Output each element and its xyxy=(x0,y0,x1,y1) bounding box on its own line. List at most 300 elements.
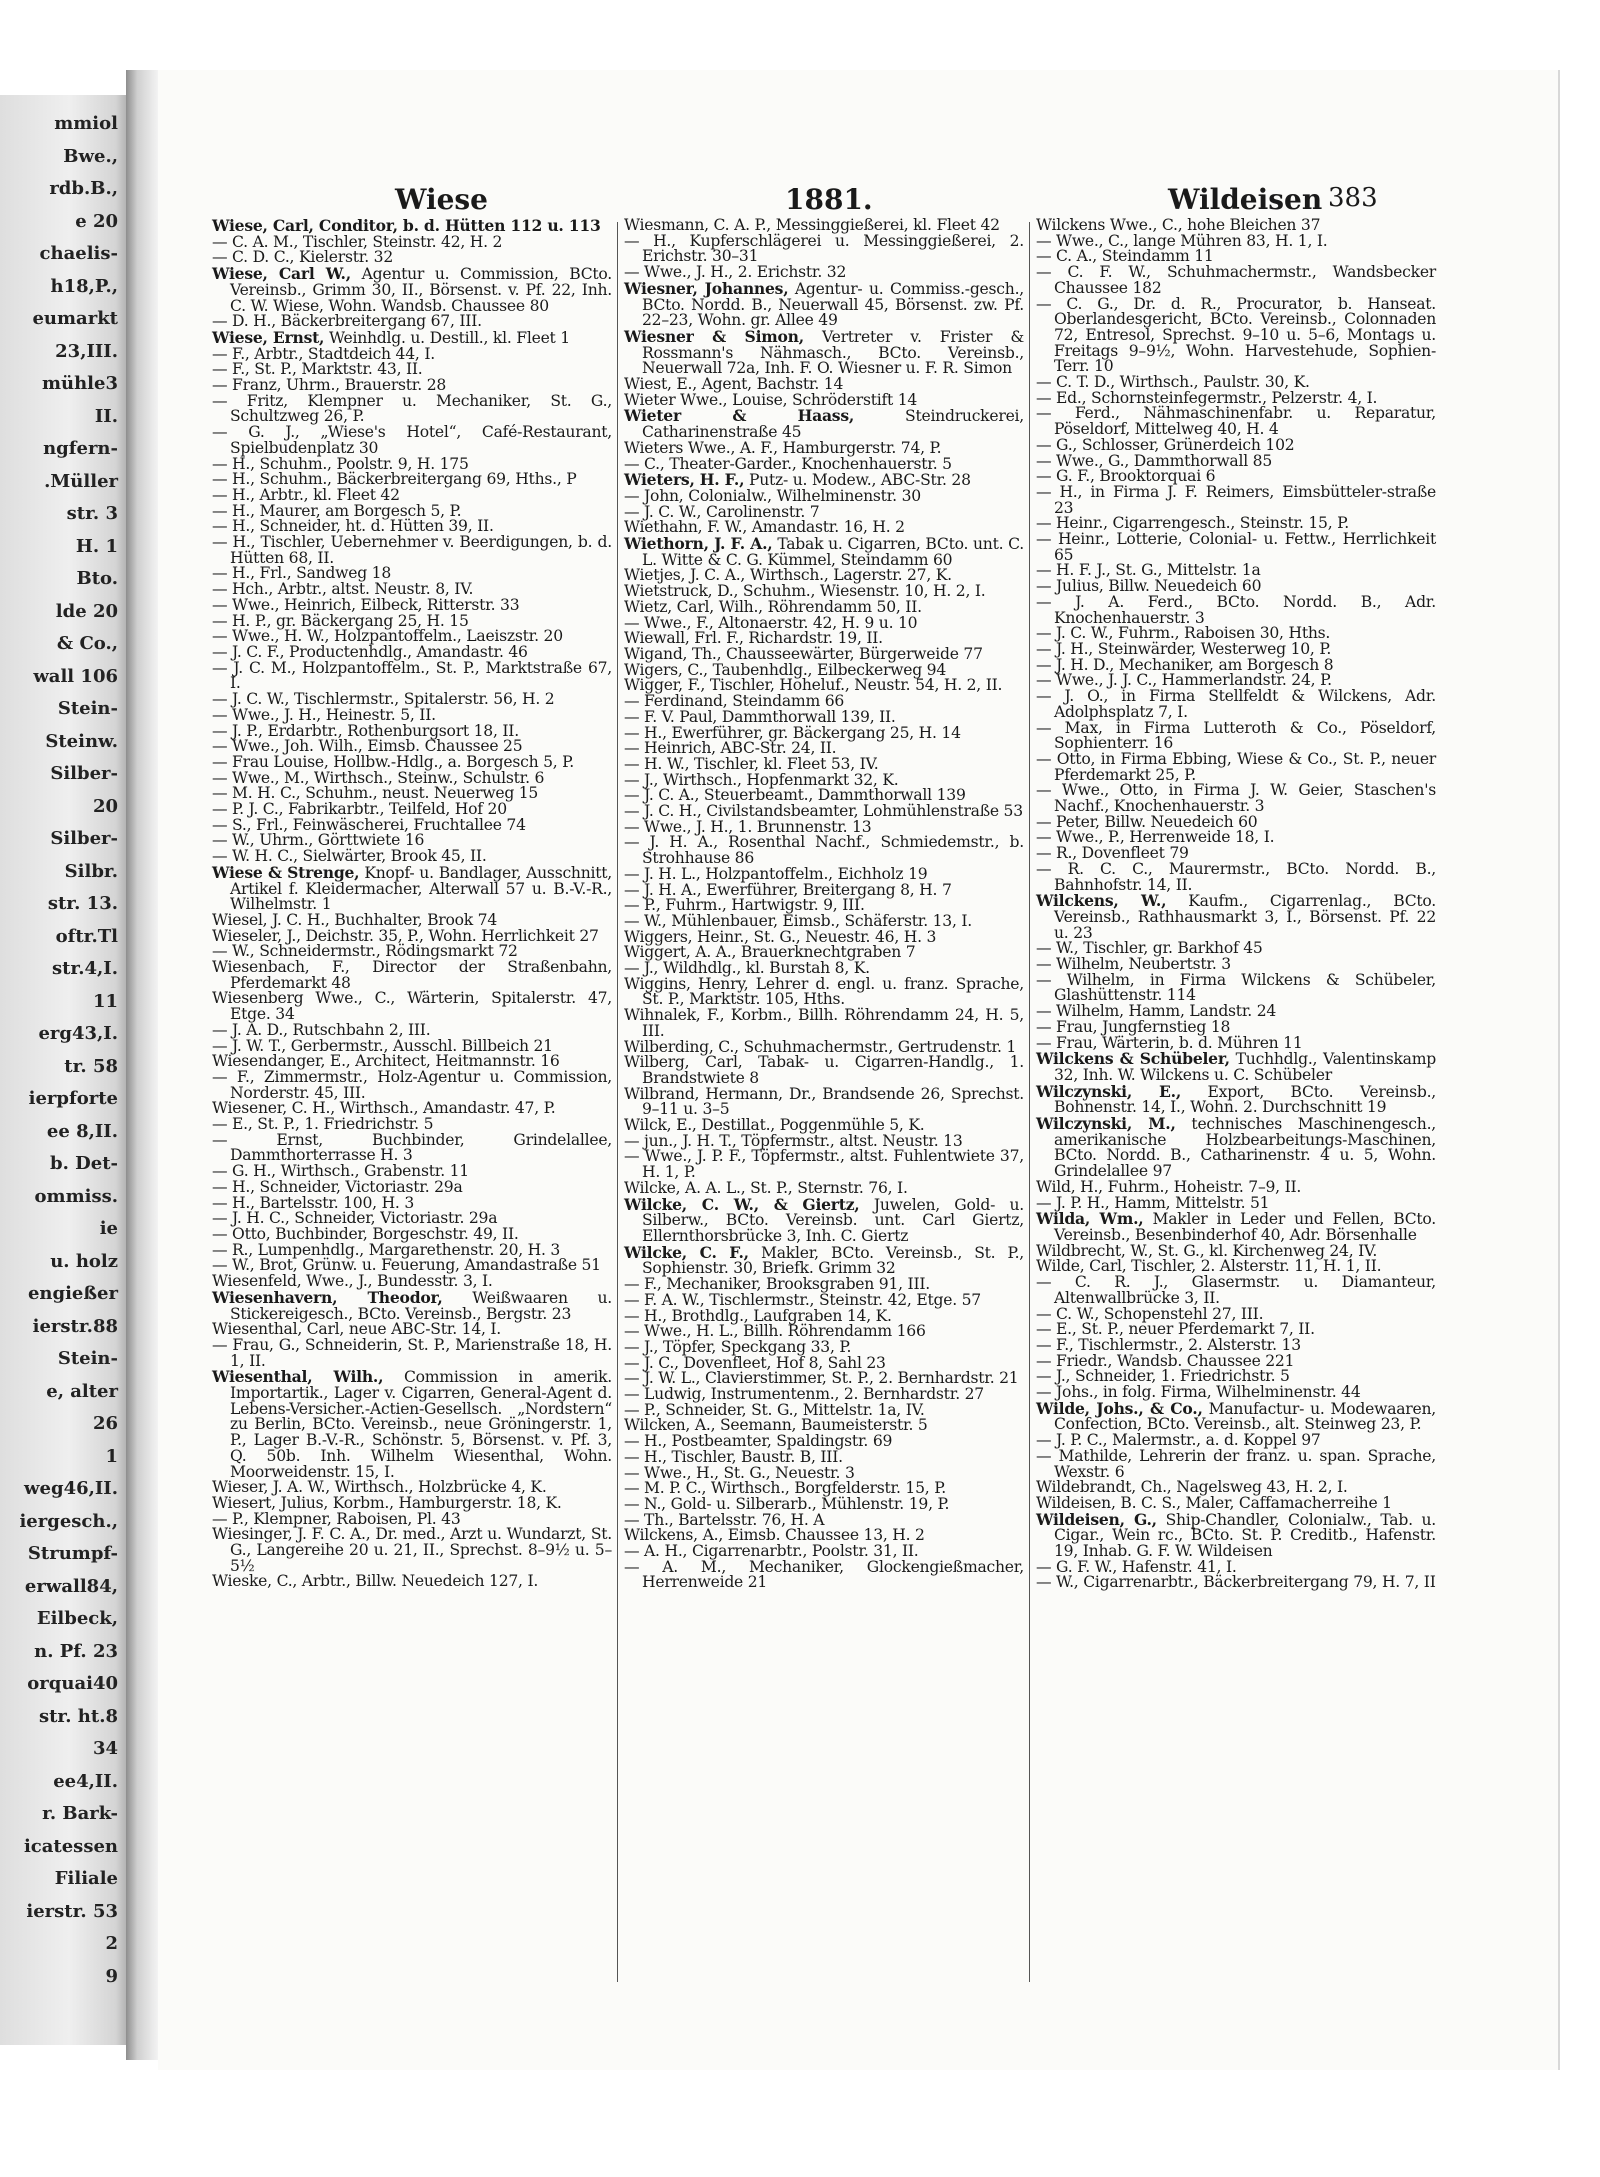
entry-text: — P. J. C., Fabrikarbtr., Teilfeld, Hof 20 xyxy=(212,800,507,819)
entry-text: — W., Brot, Grünw. u. Feuerung, Amandastraße 51 xyxy=(212,1256,601,1275)
previous-page-fragment: Stein- xyxy=(57,1348,118,1369)
directory-entry xyxy=(212,1335,612,1370)
entry-text: — C., Theater-Garder., Knochenhauerstr. 5 xyxy=(624,454,952,473)
directory-entry xyxy=(624,835,1024,866)
entry-name: Wiesner, Johannes, xyxy=(624,278,789,298)
entry-text: — W., Mühlenbauer, Eimsb., Schäferstr. 13, I. xyxy=(624,911,973,930)
directory-entry xyxy=(624,1008,1024,1039)
previous-page-fragment: Stein- xyxy=(57,698,118,719)
entry-text: — jun., J. H. T., Töpfermstr., altst. Neustr. 13 xyxy=(624,1131,963,1150)
directory-entry xyxy=(212,1287,612,1323)
directory-entry xyxy=(212,391,612,426)
entry-name: Wilcke, C. F., xyxy=(624,1242,749,1262)
entry-text: — H., in Firma J. F. Reimers, Eimsbütteler-straße 23 xyxy=(1036,482,1436,517)
entry-text: Wieseler, J., Deichstr. 35, P., Wohn. Herrlichkeit 27 xyxy=(212,926,599,945)
entry-text: — C. W., Schopenstehl 27, III. xyxy=(1036,1304,1264,1323)
previous-page-fragment: eumarkt xyxy=(32,308,118,329)
directory-entry xyxy=(1036,970,1436,1005)
entry-text: — H., Schuhm., Bäckerbreitergang 69, Hths., P xyxy=(212,470,577,489)
directory-entry xyxy=(1036,1446,1436,1481)
entry-text: — Ferdinand, Steindamm 66 xyxy=(624,692,845,711)
entry-name: Wilcke, C. W., & Giertz, xyxy=(624,1194,860,1214)
entry-text: Weißwaaren u. Stickereigesch., BCto. Vereinsb., Bergstr. 23 xyxy=(230,1288,612,1323)
previous-page-fragment: oftr.Tl xyxy=(55,925,118,947)
entry-name: Wilde, Johs., & Co., xyxy=(1036,1398,1203,1418)
entry-text: Agentur- u. Commiss.-gesch., BCto. Nordd. B., Neuerwall 45, Börsenst. zw. Pf. 22–23, Wohn. gr. Allee 49 xyxy=(642,279,1024,330)
entry-text: — Wwe., H., St. G., Neuestr. 3 xyxy=(624,1463,855,1482)
entry-text: Wiesenberg Wwe., C., Wärterin, Spitalerstr. 47, Etge. 34 xyxy=(212,989,612,1024)
directory-entry xyxy=(1036,1575,1436,1591)
previous-page-fragment: weg46,II. xyxy=(24,1478,118,1499)
entry-text: — J. C. W., Fuhrm., Raboisen 30, Hths. xyxy=(1036,624,1331,643)
previous-page-fragment: Strumpf- xyxy=(27,1543,118,1564)
entry-text: — W. H. C., Sielwärter, Brook 45, II. xyxy=(212,847,487,866)
entry-text: Vertreter v. Frister & Rossmann's Nähmasch., BCto. Vereinsb., Neuerwall 72a, Inh. F. O. Wiesner u. F. R. Simon xyxy=(642,327,1024,378)
directory-entry xyxy=(1036,482,1436,517)
entry-text: — Frau, G., Schneiderin, St. P., Marienstraße 18, H. 1, II. xyxy=(212,1335,612,1370)
directory-entry xyxy=(624,1242,1024,1278)
previous-page-fragment: Bwe., xyxy=(63,145,118,167)
entry-text: Wiggers, Heinr., St. G., Neuestr. 46, H. 3 xyxy=(624,927,937,946)
entry-text: — J. A. Ferd., BCto. Nordd. B., Adr. Knochenhauerstr. 3 xyxy=(1036,592,1436,627)
directory-entry xyxy=(1036,1081,1436,1117)
entry-text: — H. P., gr. Bäckergang 25, H. 15 xyxy=(212,611,469,630)
entry-text: — P., Schneider, St. G., Mittelstr. 1a, IV. xyxy=(624,1400,925,1419)
entry-text: — H., Schneider, Victoriastr. 29a xyxy=(212,1177,463,1196)
entry-text: — H., Tischler, Baustr. B, III. xyxy=(624,1447,843,1466)
previous-page-fragment: II. xyxy=(94,405,118,427)
directory-column-right xyxy=(1036,218,1436,1591)
directory-entry xyxy=(624,1084,1024,1119)
entry-text: — J. W. L., Clavierstimmer, St. P., 2. Bernhardstr. 21 xyxy=(624,1369,1019,1388)
entry-text: — Wwe., Joh. Wilh., Eimsb. Chaussee 25 xyxy=(212,737,523,756)
entry-name: Wilczynski, E., xyxy=(1036,1081,1182,1101)
directory-entry xyxy=(1036,592,1436,627)
entry-text: — Hch., Arbtr., altst. Neustr. 8, IV. xyxy=(212,580,474,599)
entry-text: — W., Schneidermstr., Rödingsmarkt 72 xyxy=(212,942,518,961)
previous-page-fragment: iergesch., xyxy=(19,1510,118,1532)
directory-entry xyxy=(212,1369,612,1480)
entry-text: — C. A., Steindamm 11 xyxy=(1036,247,1214,266)
previous-page-fragment: lde 20 xyxy=(55,600,118,622)
entry-text: — J., Schneider, 1. Friedrichstr. 5 xyxy=(1036,1367,1290,1386)
entry-text: — Frau, Wärterin, b. d. Mühren 11 xyxy=(1036,1033,1303,1052)
previous-page-fragment: mühle3 xyxy=(41,373,118,394)
previous-page-fragment: rdb.B., xyxy=(49,178,118,199)
directory-entry xyxy=(624,231,1024,266)
entry-text: Agentur u. Commission, BCto. Vereinsb., Grimm 30, II., Börsenst. v. Pf. 22, Inh. C. W. Wiese, Wohn. Wandsb. Chaussee 80 xyxy=(230,265,612,315)
directory-entry xyxy=(624,536,1024,568)
entry-text: — J. C. M., Holzpantoffelm., St. P., Marktstraße 67, I. xyxy=(212,658,612,693)
previous-page-fragment: Bto. xyxy=(76,568,118,589)
entry-text: — F., St. P., Marktstr. 43, II. xyxy=(212,360,423,379)
entry-text: Wilde, Carl, Tischler, 2. Alsterstr. 11, H. 1, II. xyxy=(1036,1257,1382,1276)
entry-text: — R., Dovenfleet 79 xyxy=(1036,844,1189,863)
entry-text: Wieter Wwe., Louise, Schröderstift 14 xyxy=(624,390,918,409)
directory-entry xyxy=(212,535,612,566)
entry-text: Juwelen, Gold- u. Silberw., BCto. Vereinsb. unt. Carl Giertz, Ellernthorsbrücke 3, Inh. C. Giertz xyxy=(642,1195,1024,1245)
entry-text: — Friedr., Wandsb. Chaussee 221 xyxy=(1036,1351,1295,1370)
previous-page-fragment: str. ht.8 xyxy=(38,1705,118,1727)
entry-text: Wilckens, A., Eimsb. Chaussee 13, H. 2 xyxy=(624,1526,925,1545)
entry-text: Wiest, E., Agent, Bachstr. 14 xyxy=(624,375,844,394)
entry-text: Wilck, E., Destillat., Poggenmühle 5, K. xyxy=(624,1116,925,1135)
directory-entry xyxy=(1036,893,1436,941)
entry-text: Wihnalek, F., Korbm., Billh. Röhrendamm 24, H. 5, III. xyxy=(624,1006,1024,1040)
directory-entry xyxy=(624,974,1024,1009)
entry-text: — G. H., Wirthsch., Grabenstr. 11 xyxy=(212,1162,469,1181)
entry-text: — H., Schuhm., Poolstr. 9, H. 175 xyxy=(212,454,469,473)
entry-text: — Wwe., J. H., 2. Erichstr. 32 xyxy=(624,263,847,282)
entry-text: — J. P., Erdarbtr., Rothenburgsort 18, II. xyxy=(212,721,519,740)
entry-text: — J. C. H., Civilstandsbeamter, Lohmühlenstraße 53 xyxy=(624,802,1023,821)
directory-column-left xyxy=(212,218,612,1590)
directory-entry xyxy=(1036,1509,1436,1561)
previous-page-fragment: Silber- xyxy=(50,828,118,849)
entry-text: Wiesert, Julius, Korbm., Hamburgerstr. 18, K. xyxy=(212,1493,562,1512)
previous-page-fragment: 2 xyxy=(105,1933,118,1954)
entry-text: — M. H. C., Schuhm., neust. Neuerweg 15 xyxy=(212,784,539,803)
entry-text: — Otto, in Firma Ebbing, Wiese & Co., St. P., neuer Pferdemarkt 25, P. xyxy=(1036,749,1436,784)
column-divider xyxy=(1029,222,1030,1982)
directory-entry xyxy=(1036,749,1436,784)
directory-entry xyxy=(1036,532,1436,563)
entry-text: Makler, BCto. Vereinsb., St. P., Sophienstr. 30, Briefk. Grimm 32 xyxy=(642,1243,1024,1278)
directory-entry xyxy=(212,1067,612,1102)
entry-text: — Heinr., Lotterie, Colonial- u. Fettw., Herrlichkeit 65 xyxy=(1036,530,1436,564)
entry-text: — Wwe., J. H., Heinestr. 5, II. xyxy=(212,705,436,724)
entry-name: Wilckens & Schübeler, xyxy=(1036,1049,1230,1069)
entry-text: Makler in Leder und Fellen, BCto. Vereinsb., Besenbinderhof 40, Adr. Börsenhalle xyxy=(1054,1210,1436,1244)
entry-text: — Wilhelm, in Firma Wilckens & Schübeler, Glashüttenstr. 114 xyxy=(1036,970,1436,1005)
previous-page-fragment: H. 1 xyxy=(75,535,118,557)
entry-text: — Julius, Billw. Neuedeich 60 xyxy=(1036,577,1262,596)
previous-page-fragment: e 20 xyxy=(75,210,118,232)
entry-text: — F. V. Paul, Dammthorwall 139, II. xyxy=(624,707,896,726)
entry-text: — J., Wildhdlg., kl. Burstah 8, K. xyxy=(624,959,870,978)
directory-entry xyxy=(1036,783,1436,814)
entry-text: — J. C. W., Tischlermstr., Spitalerstr. 56, H. 2 xyxy=(212,690,555,709)
entry-text: Wiggins, Henry, Lehrer d. engl. u. franz. Sprache, St. P., Marktstr. 105, Hths. xyxy=(624,974,1024,1009)
entry-name: Wiesenhavern, Theodor, xyxy=(212,1287,443,1307)
entry-text: — John, Colonialw., Wilhelminenstr. 30 xyxy=(624,486,921,505)
entry-text: — H., Tischler, Uebernehmer v. Beerdigungen, b. d. Hütten 68, II. xyxy=(212,533,612,567)
directory-entry xyxy=(212,991,612,1022)
previous-page-fragment: mmiol xyxy=(54,113,118,134)
entry-text: — J. P. H., Hamm, Mittelstr. 51 xyxy=(1036,1193,1270,1212)
entry-text: — F., Mechaniker, Brooksgraben 91, III. xyxy=(624,1275,930,1294)
entry-text: — J. C. F., Productenhdlg., Amandastr. 46 xyxy=(212,642,528,661)
entry-text: Wietjes, J. C. A., Wirthsch., Lagerstr. 27, K. xyxy=(624,566,952,585)
entry-text: — Wilhelm, Neubertstr. 3 xyxy=(1036,955,1231,974)
entry-text: — Heinr., Cigarrengesch., Steinstr. 15, P. xyxy=(1036,514,1349,533)
entry-text: Steindruckerei, Catharinenstraße 45 xyxy=(642,407,1024,442)
entry-text: — J. O., in Firma Stellfeldt & Wilckens, Adr. Adolphsplatz 7, I. xyxy=(1036,687,1436,721)
previous-page-fragment: ommiss. xyxy=(34,1185,118,1207)
entry-text: Wiesener, C. H., Wirthsch., Amandastr. 47, P. xyxy=(212,1099,556,1118)
entry-text: — R., Lumpenhdlg., Margarethenstr. 20, H. 3 xyxy=(212,1240,561,1259)
entry-text: — Johs., in folg. Firma, Wilhelminenstr. 44 xyxy=(1036,1383,1361,1402)
page-header xyxy=(210,183,1390,219)
entry-text: — J. C., Dovenfleet, Hof 8, Sahl 23 xyxy=(624,1353,886,1372)
entry-text: Wiesinger, J. F. C. A., Dr. med., Arzt u. Wundarzt, St. G., Langereihe 20 u. 21, II., Sprechst. 8–9½ u. 5–5½ xyxy=(212,1525,612,1575)
directory-column-middle xyxy=(624,218,1024,1591)
entry-text: — A. H., Cigarrenarbtr., Poolstr. 31, II. xyxy=(624,1542,919,1561)
directory-entry xyxy=(1036,1275,1436,1306)
entry-text: Commission in amerik. Importartik., Lager v. Cigarren, General-Agent d. Lebens-Versicher.-Actien-Gesellsch. „Nordstern“ zu Berlin, BCto. Vereinsb., neue Gröningerstr. 1, P., Lager B.-V.-R., Schönstr. 5, Börsenst. v. Pf. 3, Q. 50b. Inh. Wilhelm Wiesenthal, Wohn. Moorweidenstr. 15, I. xyxy=(230,1368,612,1481)
entry-name: Wilckens, W., xyxy=(1036,891,1167,911)
entry-text: Wilcken, A., Seemann, Baumeisterstr. 5 xyxy=(624,1416,928,1435)
directory-entry xyxy=(212,1574,612,1590)
previous-page-fragment: engießer xyxy=(27,1283,118,1304)
entry-text: — H., Kupferschlägerei u. Messinggießerei, 2. Erichstr. 30–31 xyxy=(624,231,1024,266)
directory-entry xyxy=(624,1557,1024,1592)
entry-text: — P., Fuhrm., Hartwigstr. 9, III. xyxy=(624,896,865,915)
entry-text: Wiesenthal, Carl, neue ABC-Str. 14, I. xyxy=(212,1320,502,1339)
directory-entry xyxy=(1036,1211,1436,1243)
entry-text: — J. P. C., Malermstr., a. d. Koppel 97 xyxy=(1036,1431,1321,1450)
previous-page-fragment: Silber- xyxy=(50,763,118,784)
entry-text: — D. H., Bäckerbreitergang 67, III. xyxy=(212,312,482,331)
entry-text: — J. H., Steinwärder, Westerweg 10, P. xyxy=(1036,639,1332,658)
entry-text: Export, BCto. Vereinsb., Bohnenstr. 14, I., Wohn. 2. Durchschnitt 19 xyxy=(1054,1082,1436,1117)
entry-text: Wiewall, Frl. F., Richardstr. 19, II. xyxy=(624,629,883,648)
previous-page-fragment: chaelis- xyxy=(39,243,118,264)
entry-text: — Fritz, Klempner u. Mechaniker, St. G., Schultzweg 26, P. xyxy=(212,391,612,426)
entry-text: Wilberg, Carl, Tabak- u. Cigarren-Handlg., 1. Brandstwiete 8 xyxy=(624,1053,1024,1087)
entry-text: Wildeisen, B. C. S., Maler, Caffamacherreihe 1 xyxy=(1036,1493,1392,1512)
entry-text: — G., Schlosser, Grünerdeich 102 xyxy=(1036,435,1295,454)
previous-page-fragment: 1 xyxy=(105,1445,118,1467)
entry-text: Wieters Wwe., A. F., Hamburgerstr. 74, P. xyxy=(624,438,942,457)
entry-text: Wiesmann, C. A. P., Messinggießerei, kl. Fleet 42 xyxy=(624,216,1000,234)
previous-page-fragment: str. 3 xyxy=(66,503,118,524)
directory-entry xyxy=(1036,718,1436,753)
entry-text: — Wwe., C., lange Mühren 83, H. 1, I. xyxy=(1036,231,1328,250)
entry-text: Wiesel, J. C. H., Buchhalter, Brook 74 xyxy=(212,910,498,929)
previous-page-fragment: Silbr. xyxy=(64,860,118,882)
entry-text: — Ferd., Nähmaschinenfabr. u. Reparatur, Pöseldorf, Mittelweg 40, H. 4 xyxy=(1036,404,1436,439)
entry-text: Wilckens Wwe., C., hohe Bleichen 37 xyxy=(1036,216,1321,234)
entry-text: Wildbrecht, W., St. G., kl. Kirchenweg 24, IV. xyxy=(1036,1241,1378,1260)
entry-text: — C. G., Dr. d. R., Procurator, b. Hanseat. Oberlandesgericht, BCto. Vereinsb., Colonnaden 72, Entresol, Sprechst. 9–10 u. 5–6, Montags u. Freitags 9–9½, Wohn. Harvestehude, Sophien-Terr. 10 xyxy=(1036,294,1436,376)
entry-text: — H., Maurer, am Borgesch 5, P. xyxy=(212,501,462,520)
directory-entry xyxy=(1036,265,1436,296)
entry-name: Wiese, Ernst, xyxy=(212,327,325,347)
entry-name: Wilczynski, M., xyxy=(1036,1114,1176,1134)
entry-text: Ship-Chandler, Colonialw., Tab. u. Cigar., Wein rc., BCto. St. P. Creditb., Hafenstr. 19, Inhab. G. F. W. Wildeisen xyxy=(1054,1510,1436,1561)
previous-page-fragment: icatessen xyxy=(23,1835,118,1857)
entry-text: — H., Bartelsstr. 100, H. 3 xyxy=(212,1193,414,1212)
previous-page-fragment: 9 xyxy=(105,1965,118,1987)
entry-text: — J., Wirthsch., Hopfenmarkt 32, K. xyxy=(624,770,899,789)
directory-entry xyxy=(1036,689,1436,720)
entry-name: Wiese & Strenge, xyxy=(212,862,360,882)
previous-page-fragment: ierstr.88 xyxy=(32,1315,118,1337)
entry-text: Tabak u. Cigarren, BCto. unt. C. L. Witte & C. G. Kümmel, Steindamm 60 xyxy=(642,535,1024,569)
directory-entry xyxy=(624,326,1024,378)
previous-page-fragment: 11 xyxy=(92,990,118,1012)
entry-text: — G. F. W., Hafenstr. 41, I. xyxy=(1036,1557,1237,1576)
entry-name: Wiesner & Simon, xyxy=(624,326,804,346)
entry-text: — J. H. D., Mechaniker, am Borgesch 8 xyxy=(1036,655,1334,674)
entry-text: — Wwe., F., Altonaerstr. 42, H. 9 u. 10 xyxy=(624,613,918,632)
entry-name: Wildeisen, G., xyxy=(1036,1509,1157,1529)
entry-text: — Wwe., M., Wirthsch., Steinw., Schulstr. 6 xyxy=(212,768,545,787)
entry-text: Wilbrand, Hermann, Dr., Brandsende 26, Sprechst. 9–11 u. 3–5 xyxy=(624,1084,1024,1119)
entry-text: — M. P. C., Wirthsch., Borgfelderstr. 15, P. xyxy=(624,1479,946,1498)
directory-entry xyxy=(1036,1116,1436,1180)
entry-text: Wigger, F., Tischler, Hoheluf., Neustr. 54, H. 2, II. xyxy=(624,676,1003,695)
entry-text: Putz- u. Modew., ABC-Str. 28 xyxy=(748,471,971,490)
directory-entry xyxy=(624,1055,1024,1086)
entry-name: Wiese, Carl W., xyxy=(212,264,351,284)
entry-text: Manufactur- u. Modewaaren, Confection, BCto. Vereinsb., alt. Steinweg 23, P. xyxy=(1054,1399,1436,1434)
entry-text: — J. H. C., Schneider, Victoriastr. 29a xyxy=(212,1209,498,1228)
entry-text: — Otto, Buchbinder, Borgeschstr. 49, II. xyxy=(212,1225,519,1243)
header-year: 1881. xyxy=(785,183,873,216)
entry-text: Wilberding, C., Schuhmachermstr., Gertrudenstr. 1 xyxy=(624,1037,1017,1056)
directory-entry xyxy=(212,960,612,991)
directory-entry xyxy=(212,425,612,456)
entry-text: — H. F. J., St. G., Mittelstr. 1a xyxy=(1036,561,1261,580)
entry-name: Wiese, Carl, Conditor, b. d. Hütten 112 u. 113 xyxy=(212,216,601,235)
entry-text: — J. H. L., Holzpantoffelm., Eichholz 19 xyxy=(624,864,928,883)
entry-text: — H., Arbtr., kl. Fleet 42 xyxy=(212,485,400,504)
directory-entry xyxy=(1036,1398,1436,1434)
entry-text: — H., Ewerführer, gr. Bäckergang 25, H. 14 xyxy=(624,723,961,742)
entry-text: — H., Schneider, ht. d. Hütten 39, II. xyxy=(212,517,494,536)
entry-text: Wieser, J. A. W., Wirthsch., Holzbrücke 4, K. xyxy=(212,1478,547,1497)
entry-text: — A. M., Mechaniker, Glockengießmacher, Herrenweide 21 xyxy=(624,1557,1024,1592)
entry-text: — J. C. W., Carolinenstr. 7 xyxy=(624,502,820,521)
column-divider xyxy=(617,222,618,1982)
previous-page-fragment: ee 8,II. xyxy=(46,1120,118,1142)
previous-page-edge xyxy=(0,95,126,2045)
directory-entry xyxy=(212,1130,612,1165)
entry-text: — G. J., „Wiese's Hotel“, Café-Restaurant, Spielbudenplatz 30 xyxy=(212,423,612,457)
entry-text: — J. W. T., Gerbermstr., Ausschl. Billbeich 21 xyxy=(212,1036,553,1055)
entry-text: — Ed., Schornsteinfegermstr., Pelzerstr. 4, I. xyxy=(1036,388,1378,407)
previous-page-fragment: erwall84, xyxy=(24,1575,118,1597)
previous-page-fragment: r. Bark- xyxy=(42,1803,118,1824)
entry-text: — F., Tischlermstr., 2. Alsterstr. 13 xyxy=(1036,1335,1301,1354)
entry-name: Wiesenthal, Wilh., xyxy=(212,1367,384,1387)
previous-page-fragment: ierpforte xyxy=(28,1088,118,1109)
entry-text: Wieske, C., Arbtr., Billw. Neuedeich 127, I. xyxy=(212,1572,539,1591)
entry-text: — Ernst, Buchbinder, Grindelallee, Dammthorterrasse H. 3 xyxy=(212,1130,612,1165)
entry-text: — H. W., Tischler, kl. Fleet 53, IV. xyxy=(624,754,879,773)
entry-text: — J. H. A., Ewerführer, Breitergang 8, H. 7 xyxy=(624,880,952,899)
entry-text: Wietz, Carl, Wilh., Röhrendamm 50, II. xyxy=(624,597,922,616)
entry-text: — H., Brothdlg., Laufgraben 14, K. xyxy=(624,1306,892,1325)
entry-text: Wild, H., Fuhrm., Hoheistr. 7–9, II. xyxy=(1036,1177,1302,1196)
entry-text: Knopf- u. Bandlager, Ausschnitt, Artikel f. Kleidermacher, Alterwall 57 u. B.-V.-R., Wilhelmstr. 1 xyxy=(230,863,612,914)
previous-page-fragment: b. Det- xyxy=(50,1153,118,1174)
entry-text: Wiesendanger, E., Architect, Heitmannstr. 16 xyxy=(212,1052,560,1071)
entry-text: — Wwe., J. P. F., Töpfermstr., altst. Fuhlentwiete 37, H. 1, P. xyxy=(624,1147,1024,1182)
previous-page-fragment: wall 106 xyxy=(33,665,118,687)
previous-page-fragment: str. 13. xyxy=(47,893,118,914)
previous-page-fragment: ierstr. 53 xyxy=(26,1900,118,1922)
entry-text: — Max, in Firma Lutteroth & Co., Pöseldorf, Sophienterr. 16 xyxy=(1036,718,1436,753)
entry-text: — J. C. A., Steuerbeamt., Dammthorwall 139 xyxy=(624,786,966,805)
entry-name: Wilda, Wm., xyxy=(1036,1209,1144,1229)
entry-text: — Heinrich, ABC-Str. 24, II. xyxy=(624,739,837,758)
previous-page-fragment: Eilbeck, xyxy=(36,1608,118,1629)
header-first-entry: Wiese xyxy=(395,183,488,216)
entry-text: — W., Cigarrenarbtr., Bäckerbreitergang 79, H. 7, II xyxy=(1036,1573,1436,1592)
entry-text: Weinhdlg. u. Destill., kl. Fleet 1 xyxy=(328,328,570,347)
previous-page-fragment: ie xyxy=(99,1218,118,1239)
previous-page-fragment: 34 xyxy=(92,1738,118,1759)
previous-page-fragment: e, alter xyxy=(46,1380,118,1402)
directory-entry xyxy=(1036,294,1436,376)
entry-text: — F., Arbtr., Stadtdeich 44, I. xyxy=(212,344,435,363)
previous-page-fragment: 23,III. xyxy=(55,340,118,362)
previous-page-fragment: & Co., xyxy=(56,633,118,654)
entry-text: — Wwe., G., Dammthorwall 85 xyxy=(1036,451,1272,470)
previous-page-fragment: u. holz xyxy=(50,1250,118,1272)
entry-text: — C. R. J., Glasermstr. u. Diamanteur, Altenwallbrücke 3, II. xyxy=(1036,1273,1436,1307)
previous-page-fragment: str.4,I. xyxy=(51,958,118,979)
previous-page-fragment: h18,P., xyxy=(50,275,118,297)
entry-name: Wieters, H. F., xyxy=(624,470,745,490)
entry-text: — Wwe., J. H., 1. Brunnenstr. 13 xyxy=(624,817,872,836)
book-gutter xyxy=(126,70,158,2060)
entry-text: — Wwe., H. W., Holzpantoffelm., Laeiszstr. 20 xyxy=(212,627,563,646)
entry-text: — Th., Bartelsstr. 76, H. A xyxy=(624,1510,825,1529)
directory-entry xyxy=(212,658,612,693)
entry-text: — F., Zimmermstr., Holz-Agentur u. Commission, Norderstr. 45, III. xyxy=(212,1067,612,1102)
previous-page-fragment: ee4,II. xyxy=(53,1770,118,1792)
entry-text: Kaufm., Cigarrenlag., BCto. Vereinsb., Rathhausmarkt 3, I., Börsenst. Pf. 22 u. 23 xyxy=(1054,892,1436,942)
entry-text: Wiggert, A. A., Brauerknechtgraben 7 xyxy=(624,943,916,962)
entry-text: Wildebrandt, Ch., Nagelsweg 43, H. 2, I. xyxy=(1036,1478,1348,1497)
entry-text: — Ludwig, Instrumentenm., 2. Bernhardstr. 27 xyxy=(624,1385,984,1404)
entry-text: technisches Maschinengesch., amerikanische Holzbearbeitungs-Maschinen, BCto. Nordd. B., Catharinenstr. 4 u. 5, Wohn. Grindelallee 97 xyxy=(1054,1115,1436,1181)
entry-text: — Wwe., Otto, in Firma J. W. Geier, Staschen's Nachf., Knochenhauerstr. 3 xyxy=(1036,781,1436,816)
entry-text: Wigers, C., Taubenhdlg., Eilbeckerweg 94 xyxy=(624,660,947,679)
entry-text: — H., Postbeamter, Spaldingstr. 69 xyxy=(624,1432,893,1451)
entry-text: Wiethahn, F. W., Amandastr. 16, H. 2 xyxy=(624,518,905,537)
previous-page-fragment: Steinw. xyxy=(45,730,118,752)
page-number: 383 xyxy=(1328,183,1378,213)
directory-entry xyxy=(624,408,1024,440)
directory-entry xyxy=(212,1527,612,1574)
entry-name: Wiethorn, J. F. A., xyxy=(624,534,773,554)
directory-entry xyxy=(212,266,612,314)
previous-page-fragment: 20 xyxy=(92,795,118,817)
entry-text: Wigand, Th., Chausseewärter, Bürgerweide 77 xyxy=(624,644,983,663)
previous-page-fragment: tr. 58 xyxy=(64,1055,118,1077)
entry-text: — Wwe., H. L., Billh. Röhrendamm 166 xyxy=(624,1322,926,1341)
previous-page-fragment: ngfern- xyxy=(43,438,118,459)
entry-text: — E., St. P., 1. Friedrichstr. 5 xyxy=(212,1115,434,1134)
entry-text: — N., Gold- u. Silberarb., Mühlenstr. 19, P. xyxy=(624,1494,950,1513)
header-last-entry: Wildeisen xyxy=(1168,183,1323,216)
previous-page-fragment: Filiale xyxy=(54,1868,118,1889)
previous-page-fragment: orquai40 xyxy=(27,1673,118,1694)
entry-text: — W., Uhrm., Görttwiete 16 xyxy=(212,831,425,850)
entry-text: — J. A. D., Rutschbahn 2, III. xyxy=(212,1020,431,1039)
directory-entry xyxy=(624,1194,1024,1245)
entry-text: Wiesenbach, F., Director der Straßenbahn, Pferdemarkt 48 xyxy=(212,958,612,992)
directory-entry xyxy=(1036,859,1436,894)
directory-entry xyxy=(1036,406,1436,437)
entry-text: — R. C. C., Maurermstr., BCto. Nordd. B., Bahnhofstr. 14, II. xyxy=(1036,859,1436,894)
entry-text: — Wwe., Heinrich, Eilbeck, Ritterstr. 33 xyxy=(212,595,520,614)
